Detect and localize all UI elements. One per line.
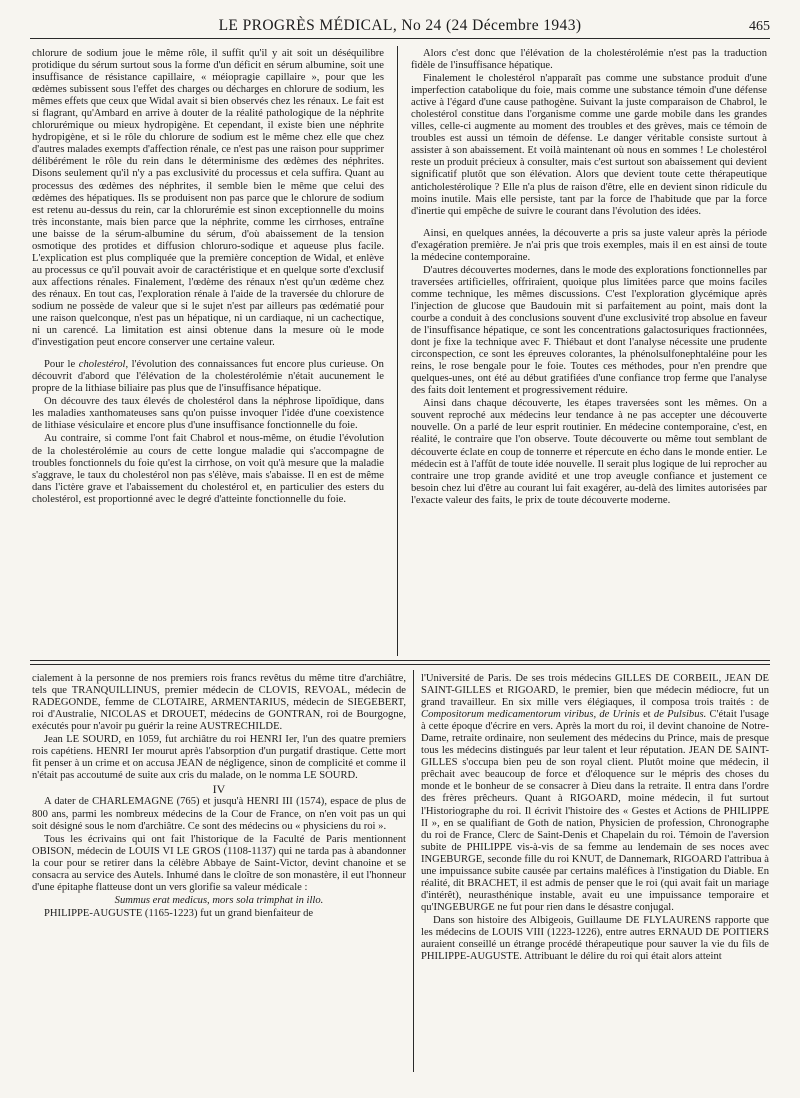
paragraph: D'autres découvertes modernes, dans le mode des explorations fonctionnelles par traversées artificielles, offriraient, quoique plus limitées parce que moins faciles comme technique, les mêmes discussions. C'est l'exploration glycémique après l'injection de glucose que Baudouin mit si parfaitement au point, mais dont la courbe a conduit à des conclusions souvent d'une exclusivité trop absolue en faveur de l'insuffisance hépatique, ce sont les concentrations galactosuriques fractionnées, dont je fixe la technique avec F. Thiébaut et dont l'analyse nécessite une prudente circonspection, ce sont les épreuves colorantes, la phénolsulfonephtaléine pour les reins, le rose bengale pour le foie. Toutes ces méthodes, pour n'en prendre que quelques-unes, ont été au début gratifiées d'une confiance trop ferme que l'analyse des faits doit lentement et progressivement réduire. bbox=[411, 264, 767, 397]
paragraph: A dater de CHARLEMAGNE (765) et jusqu'à HENRI III (1574), espace de plus de 800 ans, parmi les nombreux médecins de la Cour de France, on n'en voit pas un qui soit désigné sous le nom d'archiâtre. Ce sont des médecins ou « physiciens du roi ». bbox=[32, 796, 406, 832]
page-header bbox=[30, 12, 770, 39]
column-bottom-right bbox=[421, 673, 769, 1078]
section-rule-bottom bbox=[30, 664, 770, 665]
paragraph: On découvre des taux élevés de cholestérol dans la néphrose lipoïdique, dans les maladies xanthomateuses sans qu'on puisse invoquer l'idée d'une coexistence de lithiase vésiculaire et encore plus d'une insuffisance fonctionnelle du foie. bbox=[32, 396, 384, 432]
text-run: et bbox=[639, 709, 654, 721]
emphasis: Compositorum medicamentorum viribus, de Urinis bbox=[421, 709, 640, 721]
paragraph: Tous les écrivains qui ont fait l'historique de la Faculté de Paris mentionnent OBISON, médecin de LOUIS VI LE GROS (1108-1137) qui ne tarda pas à abandonner la cour pour se retirer dans la célèbre Abbaye de Saint-Victor, devint chanoine et se consacra au service des Autels. Inhumé dans le cloître de son monastère, il eut l'honneur d'une épitaphe flatteuse dont un vers glorifie sa valeur médicale : bbox=[32, 833, 406, 893]
text-run: l'Université de Paris. De ses trois médecins GILLES DE CORBEIL, JEAN DE SAINT-GILLES et RIGOARD, le premier, bien que médecin médiocre, fut un grand travailleur. En six mille vers élégiaques, il composa trois traités : de bbox=[421, 673, 769, 709]
column-divider bbox=[397, 46, 398, 656]
text-run: C'était l'usage à cette époque d'écrire en vers. Après la mort du roi, il devint chanoine de Notre-Dame, retraite ordinaire, non seulement des médecins du Prince, mais de presque tous les médecins distingués par leur talent et leur réputation. JEAN DE SAINT-GILLES s'occupa bien peu de son royal client. Plutôt moine que médecin, il prêchait avec beaucoup de force et d'éloquence sur le mépris des choses du monde et le bonheur de se consacrer à Dieu dans la retraite. Il entra dans l'ordre des frères prêcheurs. Quant à RIGOARD, moine médecin, il fut surtout l'Historiographe du roi. Il écrivit l'histoire des « Gestes et Actions de PHILIPPE II », en se qualifiant de Goth de nation, Physicien de profession, Chronographe du roi de France, Clerc de Saint-Denis et Chapelain du roi. Témoin de l'aversion subite de PHILIPPE vis-à-vis de sa femme au lendemain de ses noces avec INGEBURGE, seconde fille du roi KNUT, de Dannemark, RIGOARD l'attribua à une impuissance subite causée par certains maléfices à l'instigation du Diable. En réalité, dit BRACHET, il est admis de penser que le roi (qui avait fait un mariage d'intérêt), neurasthénique instable, avait eu une impuissance temporaire et qu'INGEBURGE ne fut pour rien dans le désastre conjugal. bbox=[421, 709, 769, 913]
paragraph: cialement à la personne de nos premiers rois francs revêtus du même titre d'archiâtre, tels que TRANQUILLINUS, premier médecin de CLOVIS, REVOAL, médecin de RADEGONDE, femme de CLOTAIRE, ARMENTARIUS, médecin de SIEGEBERT, roi d'Australie, NICOLAS et DROUET, médecins de GONTRAN, roi de Bourgogne, exécutés pour n'avoir pu guérir la reine AUSTRECHILDE. bbox=[32, 673, 406, 733]
paragraph: Finalement le cholestérol n'apparaît pas comme une substance produit d'une imperfection catabolique du foie, mais comme une substance témoin d'une défense active à l'égard d'une cause pathogène. Suivant la juste comparaison de Chabrol, le cholestérol constitue dans l'organisme comme une garde mobile dans les grandes villes, celle-ci augmente au moment des troubles et des grèves, mais ce témoin de troubles est aussi un témoin de défense. Le danger véritable consiste surtout à assister à son abaissement. Et voilà maintenant où nous en sommes ! Le cholestérol reste un produit précieux à consulter, mais c'est surtout son abaissement qui devient significatif plutôt que son élévation. Alors que devient toute cette thérapeutique anticholestérolique ? Elle n'a plus de raison d'être, elle en devient sinon ridicule du moins inutile. Mais elle persiste, tant par la force de l'habitude que par la force d'inertie qui empêche de suivre le courant dans l'évolution des idées. bbox=[411, 73, 767, 217]
epitaph-quote: Summus erat medicus, mors sola trimphat in illo. bbox=[114, 894, 324, 906]
emphasis: de Pulsibus. bbox=[653, 709, 707, 721]
paragraph-physicians bbox=[421, 673, 769, 914]
running-title: LE PROGRÈS MÉDICAL, No 24 (24 Décembre 1943) bbox=[218, 17, 582, 34]
paragraph: chlorure de sodium joue le même rôle, il suffit qu'il y ait soit un déséquilibre protidique du sérum surtout sous la forme d'un déficit en sérum albumine, soit une insuffisance de résistance capillaire, « méiopragie capillaire », pour que les œdèmes subissent sous l'effet des charges ou décharges en chlorure de sodium, les mêmes effets que ceux que Widal avait si bien observés chez les rénaux. Le fait est si flagrant, qu'Ambard en arrive à douter de la réalité pathologique de la néphrite chlorurémique ou mieux hydropigène. Et cependant, il existe bien une néphrite hydropigène, et si le rôle du chlorure de sodium est le même chez elle que chez d'autres malades exempts d'affection rénale, ce n'est pas une raison pour supprimer délibérément le rôle du rein dans le déterminisme des œdèmes des néphrites. Disons seulement qu'il n'y a pas exclusivité du processus et cela suffira. Quant au processus des œdèmes des néphrites, il semble bien le même que celui des œdèmes des hépatiques. Ils se produisent non pas parce que le chlorure de sodium est retenu au-dessus du rein, car la chlorurémie est sinon exceptionnelle du moins très inconstante, mais bien parce que la néphrite, comme les cirrhoses, entraîne une baisse de la sérum-albumine du sérum, d'où abaissement de la tension osmotique des protides et diffusion chloruro-sodique et aqueuse plus facile. L'explication est plus compliquée que la première conception de Widal, et enlève au processus ce qu'il pouvait avoir de caractéristique et en quelque sorte d'exclusif aux affections rénales. Finalement, l'œdème des rénaux n'est qu'un œdème chez des rénaux. En tout cas, l'exploration rénale à l'aide de la traversée du chlorure de sodium ne possède de valeur que si le sujet n'est par ailleurs pas œdématié pour une raison quelconque, n'est pas un hépatique, ni un cardiaque, ni un cachectique, ni un carencé. La limitation est ainsi obtenue dans la mesure où le mode d'investigation peut encore conserver une certaine valeur. bbox=[32, 48, 384, 349]
paragraph-cholesterol bbox=[32, 359, 384, 395]
paragraph: Alors c'est donc que l'élévation de la cholestérolémie n'est pas la traduction fidèle de l'insuffisance hépatique. bbox=[411, 48, 767, 72]
text-run: , l'évolution des connaissances fut encore plus curieuse. On découvrit d'abord que l'élévation de la cholestérolémie n'était aucunement le propre de la lithiase biliaire pas plus que de l'insuffisance hépatique. bbox=[32, 359, 384, 395]
page-number: 465 bbox=[749, 19, 770, 34]
paragraph: Au contraire, si comme l'ont fait Chabrol et nous-même, on étudie l'évolution de la cholestérolémie au cours de cette longue maladie qui s'accompagne de troubles fonctionnels du foie qu'est la cirrhose, on voit qu'à mesure que la maladie s'aggrave, le taux du cholestérol non pas s'élève, mais s'abaisse. Il en est de même dans l'ictère grave et l'abaissement du cholestérol et, en particulier des esters du cholestérol, est proportionné avec le degré d'atteinte fonctionnelle du foie. bbox=[32, 433, 384, 505]
column-bottom-left bbox=[32, 673, 406, 1078]
section-rule-top bbox=[30, 660, 770, 661]
paragraph: Jean LE SOURD, en 1059, fut archiâtre du roi HENRI Ier, l'un des quatre premiers rois capétiens. HENRI Ier mourut après l'absorption d'un purgatif drastique. Cette mort fit penser à un crime et on accusa JEAN de négligence, sinon de complicité et comme il n'était pas accoutumé de suite aux cris du malade, on le nomma LE SOURD. bbox=[32, 734, 406, 782]
column-top-right bbox=[411, 48, 767, 656]
section-number: IV bbox=[212, 782, 226, 797]
column-top-left bbox=[32, 48, 384, 656]
emphasis: cholestérol bbox=[78, 359, 126, 371]
paragraph: Ainsi dans chaque découverte, les étapes traversées sont les mêmes. On a souvent reproché aux médecins leur tendance à ne pas accepter une découverte nouvelle. On a parlé de leur esprit routinier. En médecine contemporaine, c'est, en réalité, le contraire que l'on observe. Toute découverte ou même tout semblant de découverte éclate en coup de tonnerre et répercute en écho dans le monde entier. Le médecin est à l'affût de toute idée nouvelle. Il serait plus logique de lui reprocher au contraire une trop grande avidité et une trop aveugle confiance et justement ce besoin chez lui d'être au courant lui fait exagérer, au-delà des limites autorisées par l'exacte valeur des faits, le prix de toute découverte moderne. bbox=[411, 398, 767, 506]
column-divider bbox=[413, 670, 414, 1072]
paragraph: PHILIPPE-AUGUSTE (1165-1223) fut un grand bienfaiteur de bbox=[44, 907, 314, 919]
text-run: Pour le bbox=[44, 359, 79, 371]
paragraph: Ainsi, en quelques années, la découverte a pris sa juste valeur après la période d'exagération première. Je n'ai pris que trois exemples, mais il en est ainsi de toute la médecine contemporaine. bbox=[411, 227, 767, 263]
paragraph: Dans son histoire des Albigeois, Guillaume DE FLYLAURENS rapporte que les médecins de LOUIS VIII (1223-1226), entre autres ERNAUD DE POITIERS auraient conseillé un étrange procédé thérapeutique pour sauver la vie du fils de PHILIPPE-AUGUSTE. Attribuant le délire du roi qui était alors atteint bbox=[421, 914, 769, 963]
